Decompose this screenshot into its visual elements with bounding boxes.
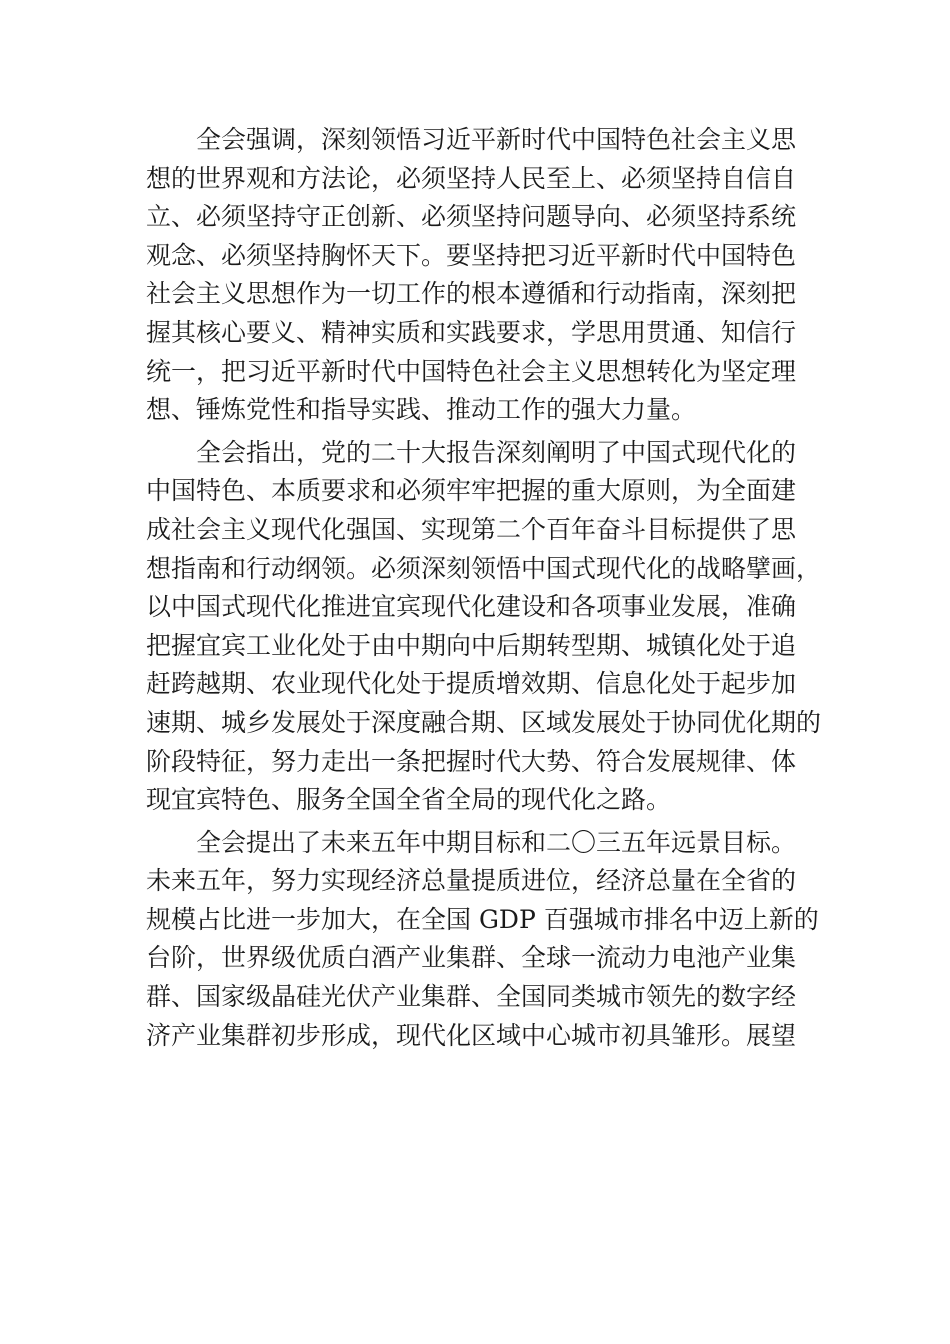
document-body (146, 121, 846, 1059)
text-line: 规模占比进一步加大，在全国 GDP 百强城市排名中迈上新的 (146, 904, 819, 934)
text-line: 未来五年，努力实现经济总量提质进位，经济总量在全省的 (146, 866, 797, 896)
text-line: 台阶，世界级优质白酒产业集群、全球一流动力电池产业集 (146, 943, 797, 973)
text-line: 成社会主义现代化强国、实现第二个百年奋斗目标提供了思 (146, 514, 797, 544)
text-line: 全会提出了未来五年中期目标和二〇三五年远景目标。 (196, 827, 797, 857)
text-line: 阶段特征，努力走出一条把握时代大势、符合发展规律、体 (146, 746, 797, 776)
text-line: 济产业集群初步形成，现代化区域中心城市初具雏形。展望 (146, 1020, 797, 1050)
text-line: 想的世界观和方法论，必须坚持人民至上、必须坚持自信自 (146, 163, 797, 193)
text-line: 统一，把习近平新时代中国特色社会主义思想转化为坚定理 (146, 356, 797, 386)
paragraph-3 (146, 824, 846, 1056)
text-line: 握其核心要义、精神实质和实践要求，学思用贯通、知信行 (146, 317, 797, 347)
text-line: 群、国家级晶硅光伏产业集群、全国同类城市领先的数字经 (146, 982, 797, 1012)
text-line: 想、锤炼党性和指导实践、推动工作的强大力量。 (146, 395, 697, 425)
paragraph-1 (146, 121, 846, 430)
text-line: 赶跨越期、农业现代化处于提质增效期、信息化处于起步加 (146, 669, 797, 699)
text-line: 现宜宾特色、服务全国全省全局的现代化之路。 (146, 785, 672, 815)
text-line: 立、必须坚持守正创新、必须坚持问题导向、必须坚持系统 (146, 202, 797, 232)
text-line: 中国特色、本质要求和必须牢牢把握的重大原则，为全面建 (146, 476, 797, 506)
text-line: 速期、城乡发展处于深度融合期、区域发展处于协同优化期的 (146, 707, 822, 737)
text-line: 观念、必须坚持胸怀天下。要坚持把习近平新时代中国特色 (146, 240, 797, 270)
text-line: 全会指出，党的二十大报告深刻阐明了中国式现代化的 (196, 437, 797, 467)
text-line: 想指南和行动纲领。必须深刻领悟中国式现代化的战略擘画， (146, 553, 822, 583)
text-line: 以中国式现代化推进宜宾现代化建设和各项事业发展，准确 (146, 592, 797, 622)
paragraph-2 (146, 434, 846, 820)
text-line: 把握宜宾工业化处于由中期向中后期转型期、城镇化处于追 (146, 630, 797, 660)
text-line: 社会主义思想作为一切工作的根本遵循和行动指南，深刻把 (146, 279, 797, 309)
text-line: 全会强调，深刻领悟习近平新时代中国特色社会主义思 (196, 125, 797, 154)
